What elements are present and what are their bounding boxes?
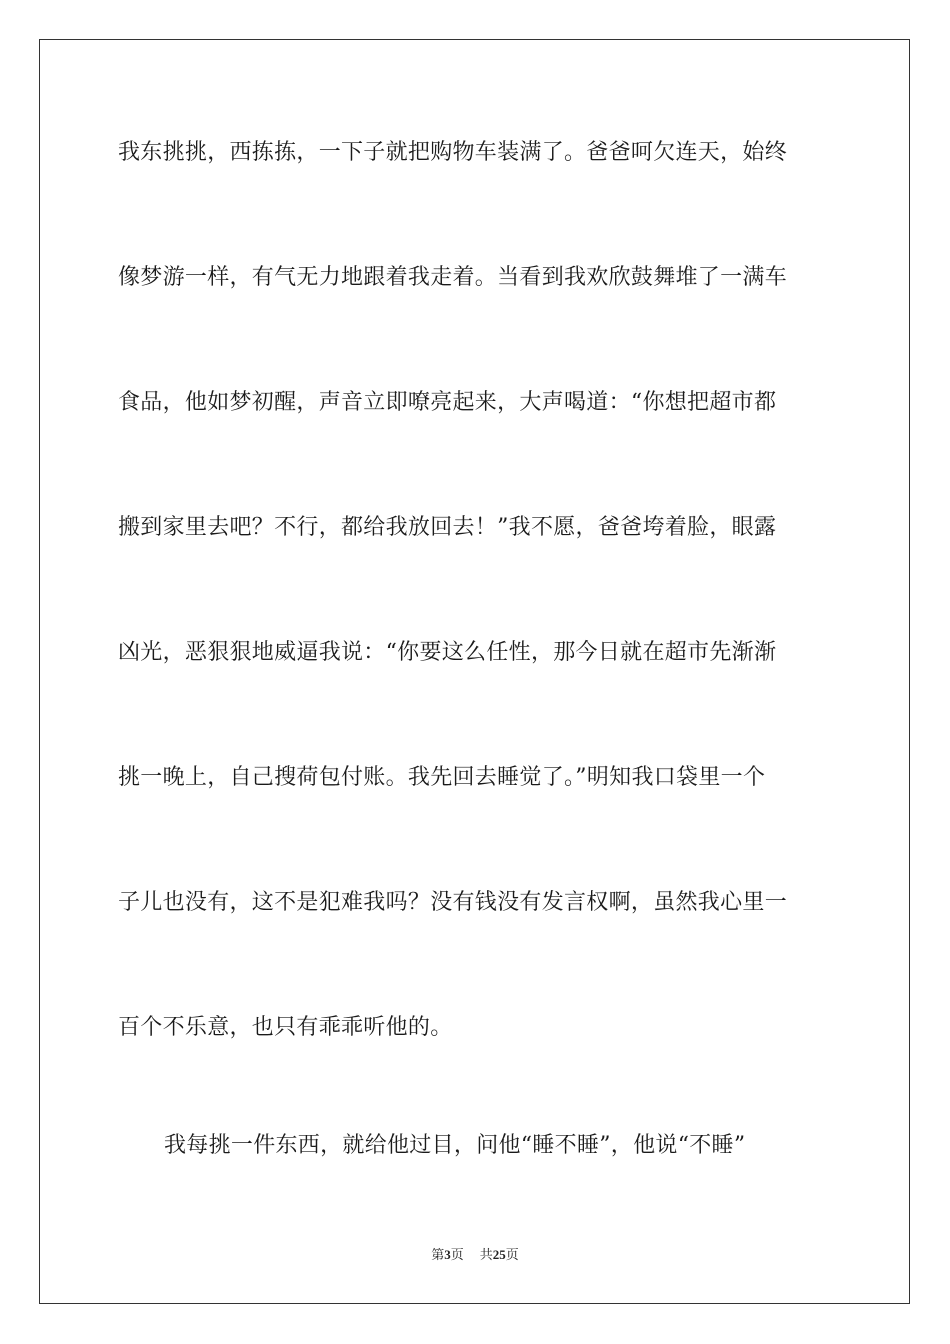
text-line-6: 挑一晚上，自己搜荷包付账。我先回去睡觉了。”明知我口袋里一个 [118,765,766,790]
text-line-5: 凶光，恶狠狠地威逼我说：“你要这么任性，那今日就在超市先渐渐 [118,640,777,665]
text-line-3: 食品，他如梦初醒，声音立即嘹亮起来，大声喝道：“你想把超市都 [118,390,777,415]
text-line-1: 我东挑挑，西拣拣，一下子就把购物车装满了。爸爸呵欠连天，始终 [118,140,788,165]
text-line-9-paragraph-start: 我每挑一件东西，就给他过目，问他“睡不睡”，他说“不睡” [164,1133,746,1158]
footer-total-suffix: 页 [505,1248,519,1263]
page-footer [0,1246,950,1265]
footer-total-prefix: 共 [479,1248,493,1263]
text-line-7: 子儿也没有，这不是犯难我吗？没有钱没有发言权啊，虽然我心里一 [118,890,788,915]
page-border [39,39,910,1304]
text-line-2: 像梦游一样，有气无力地跟着我走着。当看到我欢欣鼓舞堆了一满车 [118,265,788,290]
text-line-4: 搬到家里去吧？不行，都给我放回去！”我不愿，爸爸垮着脸，眼露 [118,515,777,540]
footer-page-suffix: 页 [450,1248,464,1263]
footer-total-number: 25 [492,1247,506,1262]
footer-page-prefix: 第 [431,1248,445,1263]
text-line-8: 百个不乐意，也只有乖乖听他的。 [118,1015,453,1040]
footer-page-number: 3 [444,1247,451,1262]
